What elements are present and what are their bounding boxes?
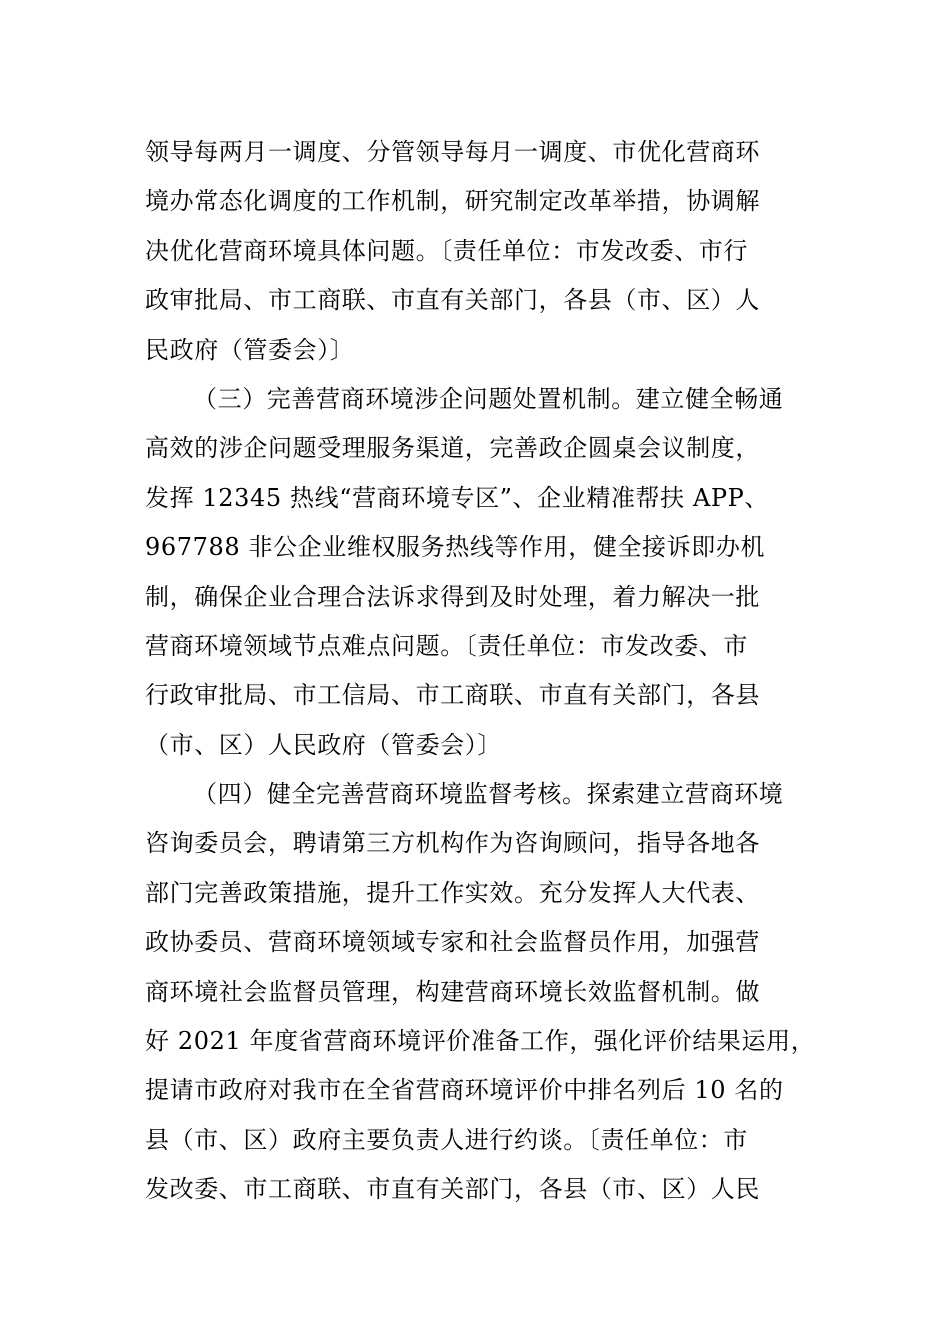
section-heading-line: （四）健全完善营商环境监督考核。探索建立营商环境 <box>193 780 784 809</box>
document-body <box>145 128 816 1215</box>
text-line: 行政审批局、市工信局、市工商联、市直有关部门，各县 <box>145 681 760 710</box>
text-line: 政协委员、营商环境领域专家和社会监督员作用，加强营 <box>145 928 760 957</box>
section-heading-line: （三）完善营商环境涉企问题处置机制。建立健全畅通 <box>193 384 784 413</box>
text-line: 商环境社会监督员管理，构建营商环境长效监督机制。做 <box>145 977 760 1006</box>
paragraph-continuation <box>145 128 810 375</box>
text-line: 967788 非公企业维权服务热线等作用，健全接诉即办机 <box>145 533 766 562</box>
text-line: 好 2021 年度省营商环境评价准备工作，强化评价结果运用， <box>145 1027 816 1056</box>
text-line: 咨询委员会，聘请第三方机构作为咨询顾问，指导各地各 <box>145 829 760 858</box>
text-line: 县（市、区）政府主要负责人进行约谈。〔责任单位：市 <box>145 1125 748 1154</box>
text-line: 境办常态化调度的工作机制，研究制定改革举措，协调解 <box>145 187 760 216</box>
text-line: 领导每两月一调度、分管领导每月一调度、市优化营商环 <box>145 138 760 166</box>
text-line: 部门完善政策措施，提升工作实效。充分发挥人大代表、 <box>145 878 760 907</box>
paragraph-section-4 <box>145 770 816 1215</box>
text-line: 提请市政府对我市在全省营商环境评价中排名列后 10 名的 <box>145 1076 784 1105</box>
text-line: 制，确保企业合理合法诉求得到及时处理，着力解决一批 <box>145 582 760 611</box>
text-line: 营商环境领域节点难点问题。〔责任单位：市发改委、市 <box>145 631 748 660</box>
text-line: 政审批局、市工商联、市直有关部门，各县（市、区）人 <box>145 286 760 315</box>
text-line: 高效的涉企问题受理服务渠道，完善政企圆桌会议制度， <box>145 434 760 463</box>
paragraph-section-3 <box>145 375 810 770</box>
text-line: 发改委、市工商联、市直有关部门，各县（市、区）人民 <box>145 1175 760 1204</box>
text-line: 民政府（管委会）〕 <box>145 335 355 364</box>
text-line: 决优化营商环境具体问题。〔责任单位：市发改委、市行 <box>145 236 748 265</box>
text-line: 发挥 12345 热线“营商环境专区”、企业精准帮扶 APP、 <box>145 483 770 512</box>
text-line: （市、区）人民政府（管委会）〕 <box>145 730 502 759</box>
